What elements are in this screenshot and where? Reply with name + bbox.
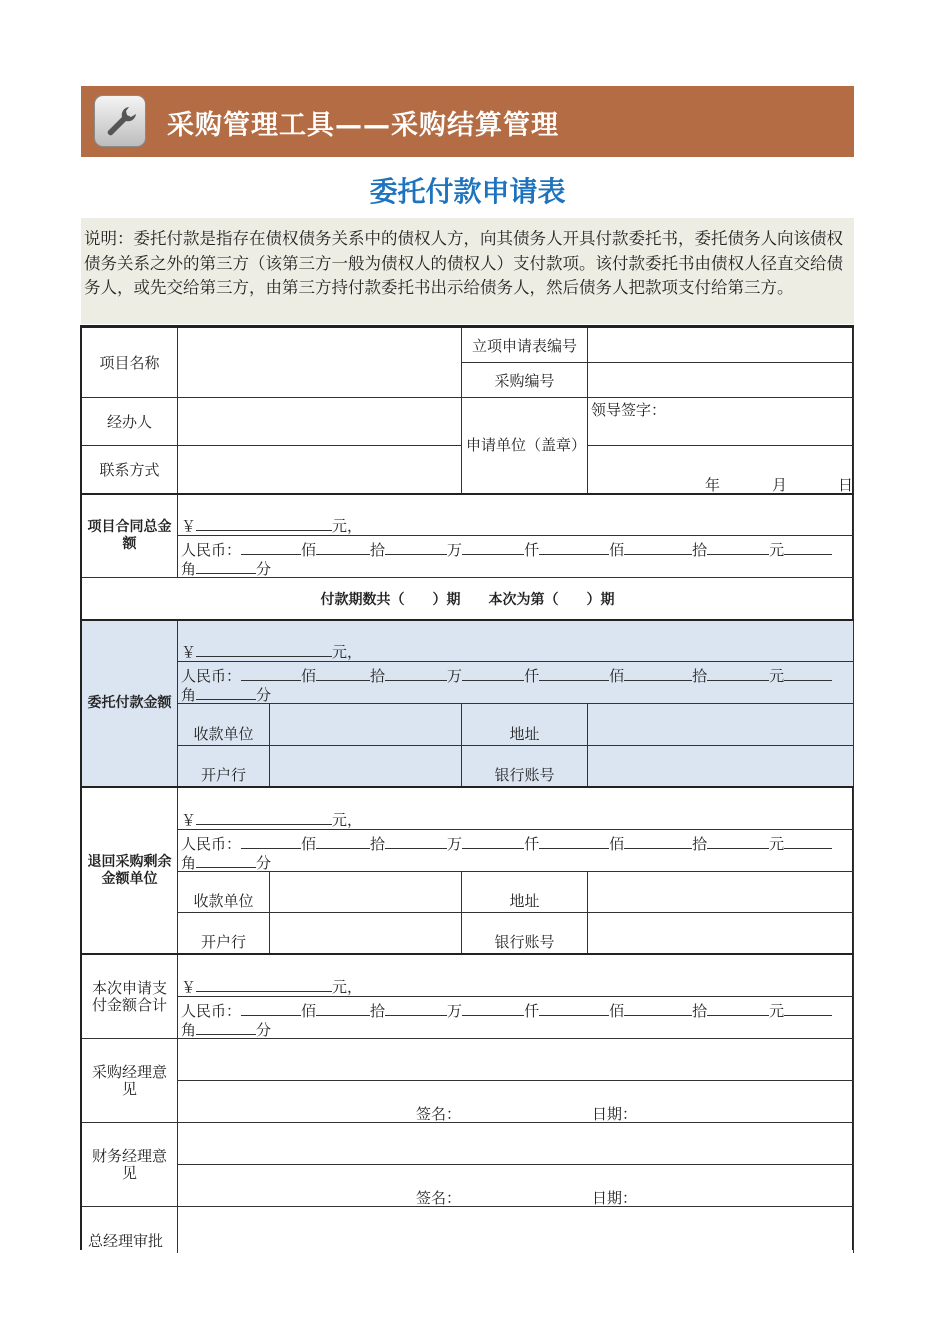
rmb-label: 人民币： xyxy=(181,667,242,685)
unit-label: 仟 xyxy=(524,1002,540,1020)
label-month: 月 xyxy=(772,476,788,494)
unit-label: 拾 xyxy=(370,835,386,853)
jiao-blank[interactable] xyxy=(196,559,256,574)
yuan-label: 元， xyxy=(332,978,363,996)
label-leader-sign: 领导签字： xyxy=(591,401,667,419)
label-contract-total: 项目合同总金额 xyxy=(82,495,178,578)
label-year: 年 xyxy=(705,476,721,494)
unit-label: 元 xyxy=(769,667,785,685)
label-signature-2: 签名： xyxy=(416,1189,462,1207)
digit-blank[interactable] xyxy=(316,540,370,555)
account-field[interactable] xyxy=(588,746,854,787)
bank-field-2[interactable] xyxy=(270,913,462,954)
label-date: 日期： xyxy=(592,1105,638,1123)
label-account: 银行账号 xyxy=(462,746,588,787)
header-title: 采购管理工具——采购结算管理 xyxy=(167,110,559,141)
digit-blank[interactable] xyxy=(784,666,832,681)
rmb-amount-line xyxy=(181,1001,832,1039)
unit-label: 仟 xyxy=(524,835,540,853)
digit-blank[interactable] xyxy=(707,540,769,555)
yen-symbol: ￥ xyxy=(181,643,197,661)
unit-label: 佰 xyxy=(301,835,317,853)
unit-label: 仟 xyxy=(524,541,540,559)
digit-blank[interactable] xyxy=(539,834,609,849)
address-field[interactable] xyxy=(588,704,854,746)
digit-blank[interactable] xyxy=(316,666,370,681)
yen-amount-blank[interactable] xyxy=(196,516,332,531)
label-signature: 签名： xyxy=(416,1105,462,1123)
digit-blank[interactable] xyxy=(241,834,301,849)
contract-total-rmb-row[interactable] xyxy=(178,536,854,578)
account-field-2[interactable] xyxy=(588,913,854,954)
jiao-blank[interactable] xyxy=(196,685,256,700)
unit-label: 佰 xyxy=(301,1002,317,1020)
yen-amount-line xyxy=(181,809,362,830)
label-payee-unit-2: 收款单位 xyxy=(178,872,270,913)
label-handler: 经办人 xyxy=(82,398,178,446)
label-refund-amount: 退回采购剩余金额单位 xyxy=(82,788,178,954)
jiao-label: 角 xyxy=(181,854,197,872)
rmb-label: 人民币： xyxy=(181,1002,242,1020)
fen-label: 分 xyxy=(256,686,272,704)
unit-label: 拾 xyxy=(692,541,708,559)
installments-row: 付款期数共（ ）期 本次为第（ ）期 xyxy=(82,578,854,620)
unit-label: 万 xyxy=(447,1002,463,1020)
label-finance-manager: 财务经理意见 xyxy=(82,1123,178,1207)
yuan-label: 元， xyxy=(332,643,363,661)
payee-unit-field[interactable] xyxy=(270,704,462,746)
unit-label: 佰 xyxy=(609,667,625,685)
unit-label: 万 xyxy=(447,835,463,853)
digit-blank[interactable] xyxy=(316,834,370,849)
yen-amount-blank[interactable] xyxy=(196,977,332,992)
unit-label: 仟 xyxy=(524,667,540,685)
digit-blank[interactable] xyxy=(385,666,447,681)
label-date-2: 日期： xyxy=(592,1189,638,1207)
digit-blank[interactable] xyxy=(624,1001,692,1016)
label-payee-unit: 收款单位 xyxy=(178,704,270,746)
yen-amount-blank[interactable] xyxy=(196,642,332,657)
total-rmb-row[interactable] xyxy=(178,997,854,1039)
yen-amount-blank[interactable] xyxy=(196,810,332,825)
unit-label: 万 xyxy=(447,541,463,559)
digit-blank[interactable] xyxy=(784,1001,832,1016)
rmb-amount-line xyxy=(181,540,832,578)
label-day: 日 xyxy=(838,476,854,494)
digit-blank[interactable] xyxy=(462,834,524,849)
digit-blank[interactable] xyxy=(539,540,609,555)
finance-manager-opinion-field[interactable] xyxy=(178,1123,854,1165)
unit-label: 元 xyxy=(769,1002,785,1020)
jiao-label: 角 xyxy=(181,1021,197,1039)
finance-manager-sign-row[interactable] xyxy=(178,1165,854,1207)
unit-label: 佰 xyxy=(301,541,317,559)
entrusted-rmb-row[interactable] xyxy=(178,662,854,704)
yuan-label: 元， xyxy=(332,811,363,829)
digit-blank[interactable] xyxy=(707,666,769,681)
total-yen-row[interactable] xyxy=(178,955,854,997)
form-table xyxy=(80,325,854,1250)
unit-label: 万 xyxy=(447,667,463,685)
label-bank: 开户行 xyxy=(178,746,270,787)
form-title: 委托付款申请表 xyxy=(369,175,566,208)
label-general-manager-cell xyxy=(82,1207,178,1253)
refund-rmb-row[interactable] xyxy=(178,830,854,872)
refund-yen-row[interactable] xyxy=(178,788,854,830)
approval-no-field[interactable] xyxy=(588,328,854,363)
digit-blank[interactable] xyxy=(539,666,609,681)
label-project-name: 项目名称 xyxy=(82,328,178,398)
rmb-amount-line xyxy=(181,834,832,872)
label-bank-2: 开户行 xyxy=(178,913,270,954)
digit-blank[interactable] xyxy=(624,540,692,555)
unit-label: 佰 xyxy=(609,541,625,559)
unit-label: 佰 xyxy=(609,835,625,853)
unit-label: 拾 xyxy=(692,667,708,685)
entrusted-yen-row[interactable] xyxy=(178,621,854,662)
jiao-blank[interactable] xyxy=(196,853,256,868)
bank-field[interactable] xyxy=(270,746,462,787)
label-address: 地址 xyxy=(462,704,588,746)
unit-label: 元 xyxy=(769,835,785,853)
address-field-2[interactable] xyxy=(588,872,854,913)
purchase-manager-sign-row[interactable] xyxy=(178,1081,854,1123)
unit-label: 拾 xyxy=(692,835,708,853)
digit-blank[interactable] xyxy=(241,1001,301,1016)
rmb-amount-line xyxy=(181,666,832,704)
purchase-no-field[interactable] xyxy=(588,363,854,398)
fen-label: 分 xyxy=(256,854,272,872)
digit-blank[interactable] xyxy=(624,834,692,849)
rmb-label: 人民币： xyxy=(181,835,242,853)
fen-label: 分 xyxy=(256,560,272,578)
digit-blank[interactable] xyxy=(707,834,769,849)
description-note: 说明：委托付款是指存在债权债务关系中的债权人方，向其债务人开具付款委托书，委托债务人向该债权债务关系之外的第三方（该第三方一般为债权人的债权人）支付款项。该付款委托书由债权人径直交给债务人，或先交给第三方，由第三方持付款委托书出示给债务人，然后债务人把款项支付给第三方。 xyxy=(81,218,854,324)
digit-blank[interactable] xyxy=(784,834,832,849)
wrench-icon xyxy=(94,95,146,147)
digit-blank[interactable] xyxy=(539,1001,609,1016)
yen-symbol: ￥ xyxy=(181,811,197,829)
unit-label: 佰 xyxy=(609,1002,625,1020)
payee-unit-field-2[interactable] xyxy=(270,872,462,913)
digit-blank[interactable] xyxy=(624,666,692,681)
label-account-2: 银行账号 xyxy=(462,913,588,954)
label-general-manager: 总经理审批 xyxy=(88,1232,164,1250)
digit-blank[interactable] xyxy=(316,1001,370,1016)
yen-amount-line xyxy=(181,976,362,997)
digit-blank[interactable] xyxy=(707,1001,769,1016)
unit-label: 佰 xyxy=(301,667,317,685)
project-name-field[interactable] xyxy=(178,328,462,398)
digit-blank[interactable] xyxy=(241,540,301,555)
label-address-2: 地址 xyxy=(462,872,588,913)
yen-amount-line xyxy=(181,641,362,662)
digit-blank[interactable] xyxy=(462,540,524,555)
purchase-manager-opinion-field[interactable] xyxy=(178,1039,854,1081)
yen-symbol: ￥ xyxy=(181,517,197,535)
label-applicant-unit: 申请单位（盖章） xyxy=(462,398,588,494)
label-approval-no: 立项申请表编号 xyxy=(462,328,588,363)
unit-label: 元 xyxy=(769,541,785,559)
yuan-label: 元， xyxy=(332,517,363,535)
unit-label: 拾 xyxy=(370,1002,386,1020)
digit-blank[interactable] xyxy=(241,666,301,681)
rmb-label: 人民币： xyxy=(181,541,242,559)
digit-blank[interactable] xyxy=(385,540,447,555)
unit-label: 拾 xyxy=(370,667,386,685)
fen-label: 分 xyxy=(256,1021,272,1039)
digit-blank[interactable] xyxy=(462,1001,524,1016)
label-purchase-manager: 采购经理意见 xyxy=(82,1039,178,1123)
jiao-blank[interactable] xyxy=(196,1020,256,1035)
digit-blank[interactable] xyxy=(385,1001,447,1016)
digit-blank[interactable] xyxy=(784,540,832,555)
yen-amount-line xyxy=(181,515,362,536)
contract-total-yen-row[interactable] xyxy=(178,495,854,536)
label-purchase-no: 采购编号 xyxy=(462,363,588,398)
contact-field[interactable] xyxy=(178,446,462,494)
label-total-this-time: 本次申请支付金额合计 xyxy=(82,955,178,1039)
label-entrusted-amount: 委托付款金额 xyxy=(82,621,178,787)
unit-label: 拾 xyxy=(370,541,386,559)
sign-date-field[interactable] xyxy=(588,446,854,494)
header-banner xyxy=(81,86,854,157)
jiao-label: 角 xyxy=(181,560,197,578)
yen-symbol: ￥ xyxy=(181,978,197,996)
jiao-label: 角 xyxy=(181,686,197,704)
digit-blank[interactable] xyxy=(462,666,524,681)
unit-label: 拾 xyxy=(692,1002,708,1020)
handler-field[interactable] xyxy=(178,398,462,446)
label-contact: 联系方式 xyxy=(82,446,178,494)
leader-sign-field[interactable] xyxy=(588,398,854,446)
digit-blank[interactable] xyxy=(385,834,447,849)
general-manager-approval-field[interactable] xyxy=(178,1207,854,1253)
